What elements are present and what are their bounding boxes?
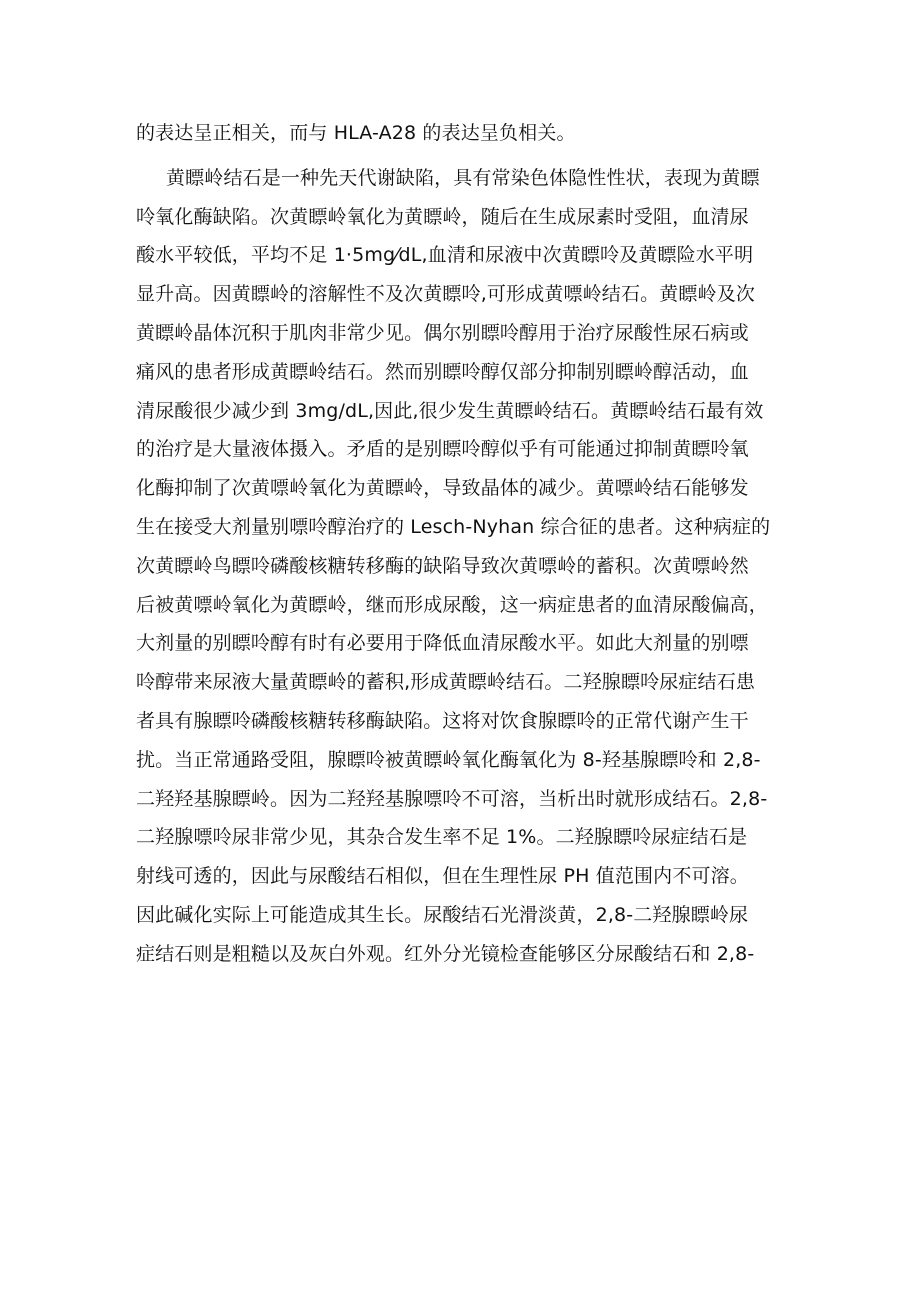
text-line: 化酶抑制了次黄嘌岭氧化为黄瞟岭，导致晶体的减少。黄嘌岭结石能够发 bbox=[136, 477, 749, 500]
text-line: 因此碱化实际上可能造成其生长。尿酸结石光滑淡黄，2,8-二羟腺瞟岭尿 bbox=[136, 903, 749, 926]
text-line: 黄瞟岭晶体沉积于肌肉非常少见。偶尔别瞟呤醇用于治疗尿酸性尿石病或 bbox=[136, 321, 749, 344]
text-line: 次黄瞟岭鸟瞟呤磷酸核糖转移酶的缺陷导致次黄嘌岭的蓄积。次黄嘌岭然 bbox=[136, 554, 749, 577]
text-line: 呤氧化酶缺陷。次黄瞟岭氧化为黄瞟岭，随后在生成尿素时受阻，血清尿 bbox=[136, 205, 749, 228]
text-line: 呤醇带来尿液大量黄瞟岭的蓄积,形成黄瞟岭结石。二羟腺瞟呤尿症结石患 bbox=[136, 671, 755, 694]
text-line: 二羟腺嘌呤尿非常少见，其杂合发生率不足 1%。二羟腺瞟呤尿症结石是 bbox=[136, 826, 748, 849]
text-line bbox=[136, 974, 796, 1013]
text-line: 痛风的患者形成黄瞟岭结石。然而别瞟呤醇仅部分抑制别瞟岭醇活动，血 bbox=[136, 360, 749, 383]
text-line: 酸水平较低，平均不足 1·5mg⁄dL,血清和尿液中次黄瞟呤及黄瞟险水平明 bbox=[136, 244, 754, 267]
text-line: 大剂量的别瞟呤醇有时有必要用于降低血清尿酸水平。如此大剂量的别嘌 bbox=[136, 632, 749, 655]
text-line: 黄瞟岭结石是一种先天代谢缺陷，具有常染色体隐性性状，表现为黄瞟 bbox=[166, 166, 760, 189]
text-line: 射线可透的，因此与尿酸结石相似，但在生理性尿 PH 值范围内不可溶。 bbox=[136, 865, 749, 888]
text-line: 二羟羟基腺瞟岭。因为二羟羟基腺嘌呤不可溶，当析出时就形成结石。2,8- bbox=[136, 787, 768, 810]
text-line: 生在接受大剂量别嘌呤醇治疗的 Lesch-Nyhan 综合征的患者。这种病症的 bbox=[136, 515, 771, 538]
text-line: 清尿酸很少减少到 3mg/dL,因此,很少发生黄瞟岭结石。黄瞟岭结石最有效 bbox=[136, 399, 764, 422]
text-line: 后被黄嘌岭氧化为黄瞟岭，继而形成尿酸，这一病症患者的血清尿酸偏高， bbox=[136, 593, 768, 616]
text-line: 的表达呈正相关，而与 HLA-A28 的表达呈负相关。 bbox=[136, 122, 576, 144]
text-line: 扰。当正常通路受阻，腺瞟呤被黄瞟岭氧化酶氧化为 8-羟基腺瞟呤和 2,8- bbox=[136, 748, 761, 771]
text-line: 的治疗是大量液体摄入。矛盾的是别瞟呤醇似乎有可能通过抑制黄瞟呤氧 bbox=[136, 438, 749, 461]
body-text bbox=[136, 114, 796, 1012]
text-line: 者具有腺瞟呤磷酸核糖转移酶缺陷。这将对饮食腺瞟呤的正常代谢产生干 bbox=[136, 709, 749, 732]
text-line: 显升高。因黄瞟岭的溶解性不及次黄瞟呤,可形成黄嘌岭结石。黄瞟岭及次 bbox=[136, 283, 755, 306]
text-line: 症结石则是粗糙以及灰白外观。红外分光镜检查能够区分尿酸结石和 2,8- bbox=[136, 942, 755, 965]
